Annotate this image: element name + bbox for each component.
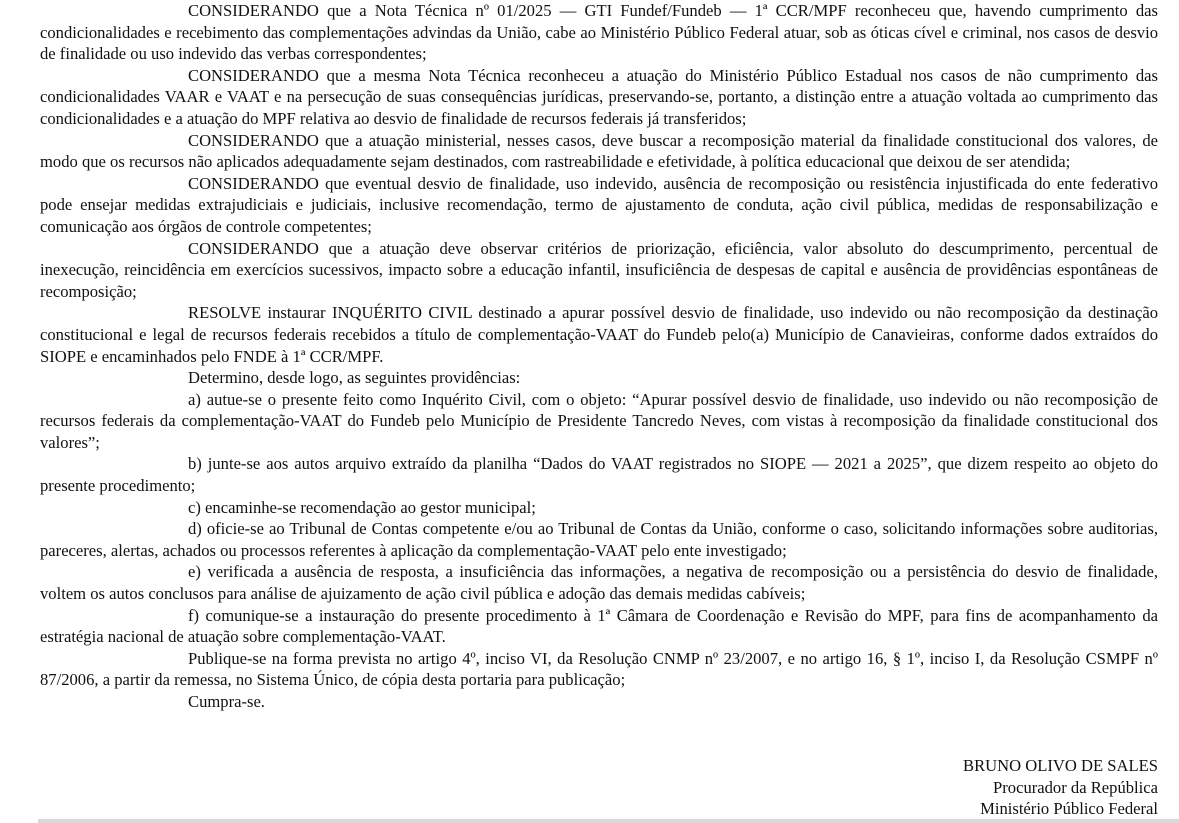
document-page bbox=[40, 0, 1158, 713]
paragraph-considerando-4: CONSIDERANDO que eventual desvio de finalidade, uso indevido, ausência de recomposição ou resistência injustificada do ente federativo pode ensejar medidas extrajudiciais e judiciais, inclusive recomendação, termo de ajustamento de conduta, ação civil pública, medidas de responsabilização e comunicação aos órgãos de controle competentes; bbox=[40, 173, 1158, 236]
paragraph-item-c: c) encaminhe-se recomendação ao gestor municipal; bbox=[188, 497, 536, 517]
signatory-name: BRUNO OLIVO DE SALES bbox=[963, 756, 1158, 775]
paragraph-item-d: d) oficie-se ao Tribunal de Contas competente e/ou ao Tribunal de Contas da União, conforme o caso, solicitando informações sobre auditorias, pareceres, alertas, achados ou processos referentes à aplicação da complementação-VAAT pelo ente investigado; bbox=[40, 519, 1158, 560]
paragraph-considerando-3: CONSIDERANDO que a atuação ministerial, nesses casos, deve buscar a recomposição material da finalidade constitucional dos valores, de modo que os recursos não aplicados adequadamente sejam destinados, com rastreabilidade e efetividade, à política educacional que deixou de ser atendida; bbox=[40, 130, 1158, 172]
paragraph-considerando-1: CONSIDERANDO que a Nota Técnica nº 01/2025 — GTI Fundef/Fundeb — 1ª CCR/MPF reconheceu que, havendo cumprimento das condicionalidades e recebimento das complementações advindas da União, cabe ao Ministério Público Federal atuar, sob as óticas cível e criminal, nos casos de desvio de finalidade ou uso indevido das verbas correspondentes; bbox=[40, 1, 1158, 64]
page-bottom-divider bbox=[38, 819, 1179, 823]
paragraph-item-f: f) comunique-se a instauração do presente procedimento à 1ª Câmara de Coordenação e Revisão do MPF, para fins de acompanhamento da estratégia nacional de atuação sobre complementação-VAAT. bbox=[40, 605, 1158, 647]
paragraph-cumpra-se: Cumpra-se. bbox=[188, 692, 265, 711]
signature-block bbox=[963, 755, 1158, 820]
paragraph-publique-se: Publique-se na forma prevista no artigo 4º, inciso VI, da Resolução CNMP nº 23/2007, e no artigo 16, § 1º, inciso I, da Resolução CSMPF nº 87/2006, a partir da remessa, no Sistema Único, de cópia desta portaria para publicação; bbox=[40, 648, 1158, 690]
paragraph-item-a: a) autue-se o presente feito como Inquérito Civil, com o objeto: “Apurar possível desvio de finalidade, uso indevido ou não recomposição de recursos federais da complementação-VAAT do Fundeb pelo Município de Presidente Tancredo Neves, com vistas à recomposição da finalidade constitucional dos valores”; bbox=[40, 389, 1158, 452]
paragraph-determino: Determino, desde logo, as seguintes providências: bbox=[188, 368, 521, 388]
document-body bbox=[40, 0, 1158, 713]
paragraph-item-b: b) junte-se aos autos arquivo extraído da planilha “Dados do VAAT registrados no SIOPE — 2021 a 2025”, que dizem respeito ao objeto do presente procedimento; bbox=[40, 454, 1158, 496]
paragraph-item-e: e) verificada a ausência de resposta, a insuficiência das informações, a negativa de recomposição ou a persistência do desvio de finalidade, voltem os autos conclusos para análise de ajuizamento de ação civil pública e adoção das demais medidas cabíveis; bbox=[40, 562, 1158, 604]
signatory-institution: Ministério Público Federal bbox=[980, 799, 1158, 819]
paragraph-resolve: RESOLVE instaurar INQUÉRITO CIVIL destinado a apurar possível desvio de finalidade, uso indevido ou não recomposição da destinação constitucional e legal de recursos federais recebidos a título de complementação-VAAT do Fundeb pelo(a) Município de Canavieiras, conforme dados extraídos do SIOPE e encaminhados pelo FNDE à 1ª CCR/MPF. bbox=[40, 303, 1158, 366]
paragraph-considerando-2: CONSIDERANDO que a mesma Nota Técnica reconheceu a atuação do Ministério Público Estadual nos casos de não cumprimento das condicionalidades VAAR e VAAT e na persecução de suas consequências jurídicas, preservando-se, portanto, a distinção entre a atuação voltada ao cumprimento das condicionalidades e a atuação do MPF relativa ao desvio de finalidade de recursos federais já transferidos; bbox=[40, 65, 1158, 128]
paragraph-considerando-5: CONSIDERANDO que a atuação deve observar critérios de priorização, eficiência, valor absoluto do descumprimento, percentual de inexecução, reincidência em exercícios sucessivos, impacto sobre a educação infantil, insuficiência de despesas de capital e ausência de providências espontâneas de recomposição; bbox=[40, 238, 1158, 301]
signatory-title: Procurador da República bbox=[993, 777, 1158, 797]
